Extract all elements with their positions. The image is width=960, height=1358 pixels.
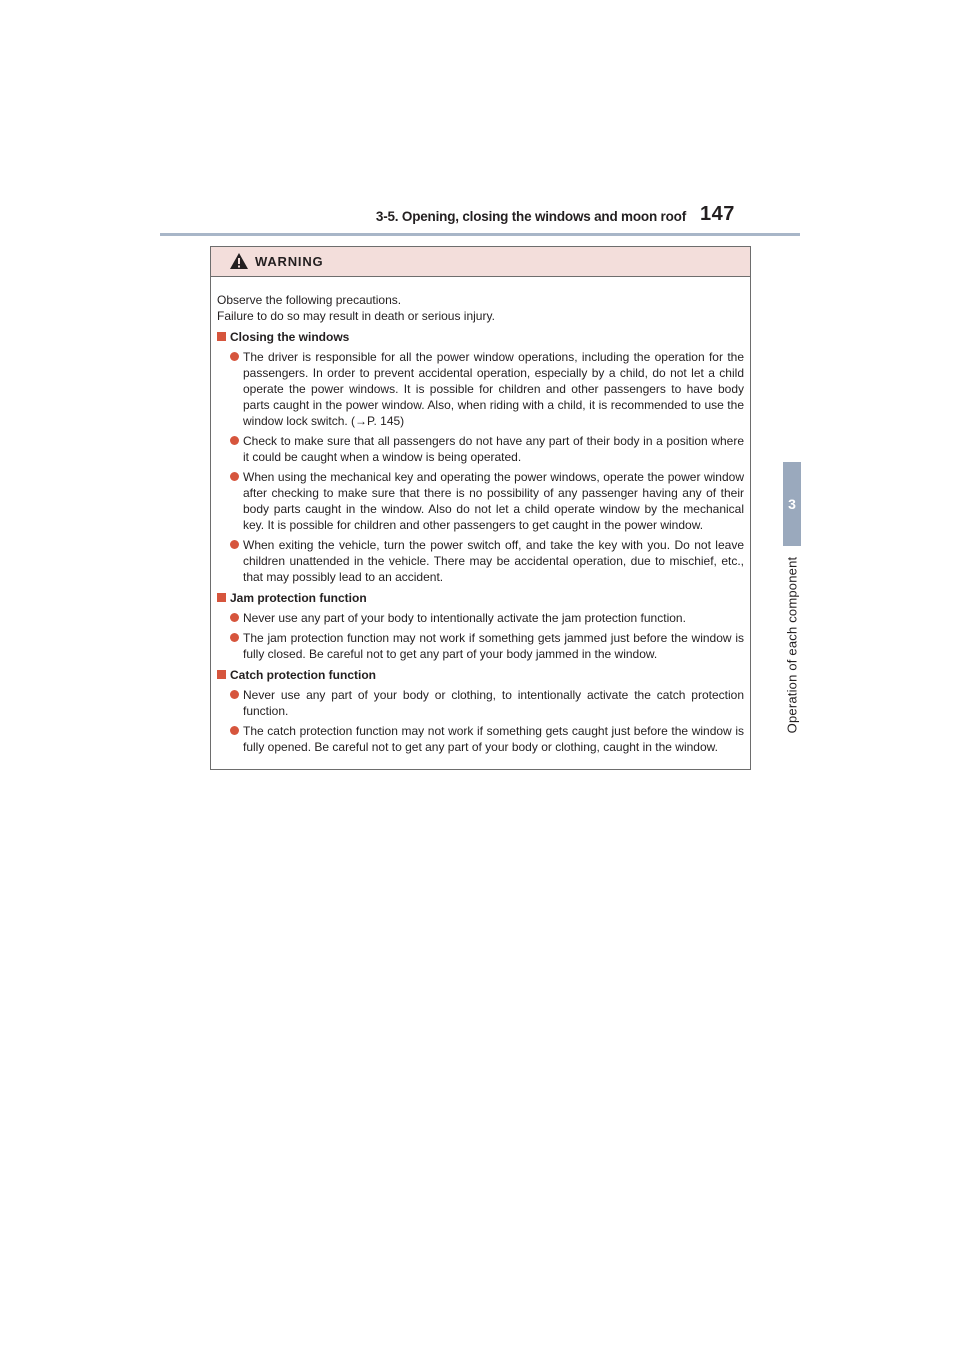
section-heading-text: Closing the windows [230,330,350,344]
intro-line: Failure to do so may result in death or serious injury. [217,309,495,323]
circle-bullet-icon [230,540,239,549]
warning-triangle-icon [229,252,249,270]
bullet-text: Never use any part of your body to intentionally activate the jam protection function. [243,611,686,625]
bullet-item [217,610,744,626]
bullet-item [217,349,744,429]
circle-bullet-icon [230,690,239,699]
page-number: 147 [700,203,735,225]
warning-title: WARNING [255,254,324,269]
header-rule [160,233,800,236]
section-jam-protection [217,590,744,662]
section-heading [217,590,744,606]
intro-line: Observe the following precautions. [217,293,402,307]
chapter-tab [783,462,801,546]
circle-bullet-icon [230,352,239,361]
section-title: 3-5. Opening, closing the windows and moon roof [375,209,686,224]
bullet-text: The jam protection function may not work if something gets jammed just before the window is fully closed. Be careful not to get any part of your body jammed in the window. [243,631,744,661]
circle-bullet-icon [230,613,239,622]
bullet-text: When using the mechanical key and operating the power windows, operate the power window after checking to make sure that there is no possibility of any passenger having any of their body parts caught in the window. Also do not let a child operate window by the mechanical key. It is possible for children and other passengers to get caught in the power window. [243,470,744,532]
bullet-text: The catch protection function may not work if something gets caught just before the window is fully opened. Be careful not to get any part of your body or clothing, caught in the window. [243,724,744,754]
circle-bullet-icon [230,472,239,481]
bullet-item [217,537,744,585]
chapter-number: 3 [788,496,796,512]
warning-header [211,247,750,277]
bullet-item [217,433,744,465]
bullet-item [217,469,744,533]
section-heading [217,667,744,683]
section-closing-windows [217,329,744,585]
bullet-text: When exiting the vehicle, turn the power switch off, and take the key with you. Do not leave children unattended in the vehicle. There may be accidental operation, due to mischief, etc., that may possibly lead to an accident. [243,538,744,584]
bullet-item [217,723,744,755]
warning-box [210,246,751,770]
bullet-item [217,687,744,719]
bullet-text: The driver is responsible for all the power window operations, including the operation for the passengers. In order to prevent accidental operation, especially by a child, do not let a child operate the power windows. It is possible for children and other passengers to have body parts caught in the power window. Also, when riding with a child, it is recommended to use the window lock switch. (→P. 145) [243,350,744,428]
circle-bullet-icon [230,633,239,642]
chapter-label: Operation of each component [784,556,800,734]
bullet-item [217,630,744,662]
section-heading-text: Jam protection function [230,591,367,605]
bullet-text: Check to make sure that all passengers do not have any part of their body in a position where it could be caught when a window is being operated. [243,434,744,464]
circle-bullet-icon [230,436,239,445]
circle-bullet-icon [230,726,239,735]
section-heading-text: Catch protection function [230,668,376,682]
warning-body [211,277,750,769]
square-bullet-icon [217,593,226,602]
bullet-text: Never use any part of your body or clothing, to intentionally activate the catch protection function. [243,688,744,718]
square-bullet-icon [217,332,226,341]
square-bullet-icon [217,670,226,679]
section-catch-protection [217,667,744,755]
section-heading [217,329,744,345]
